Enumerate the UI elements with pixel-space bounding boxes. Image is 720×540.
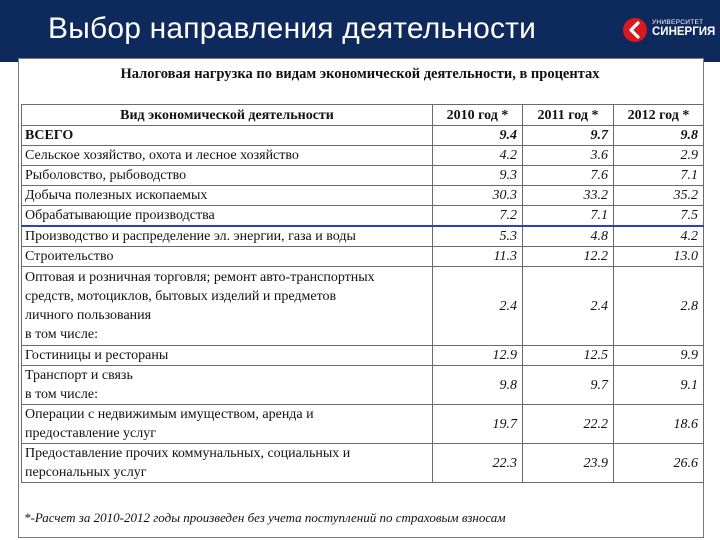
table-row [22,186,704,206]
table-row [22,366,704,405]
activity-name-line: Добыча полезных ископаемых [25,188,208,203]
value-cell-2012: 2.8 [614,267,704,346]
table-row [22,267,704,346]
activity-name-cell [22,267,433,346]
synergy-logo-icon [622,17,648,43]
value-cell-2012: 7.5 [614,206,704,227]
activity-name-line: Производство и распределение эл. энергии, газа и воды [25,229,356,244]
value-cell-2010: 9.4 [433,126,523,146]
activity-name-cell [22,444,433,483]
value-cell-2011: 7.6 [523,166,614,186]
activity-name-line: Строительство [25,249,114,264]
value-cell-2010: 19.7 [433,405,523,444]
logo-university-label: УНИВЕРСИТЕТ [652,19,704,26]
university-logo [622,16,718,46]
activity-name-line: средств, мотоциклов, бытовых изделий и предметов [25,289,337,304]
activity-name-line: Транспорт и связь [25,368,133,383]
tax-burden-table [21,104,704,483]
activity-name-line: персональных услуг [25,465,147,480]
value-cell-2011: 9.7 [523,126,614,146]
table-row [22,166,704,186]
activity-name-line: в том числе: [25,387,98,402]
table-row [22,405,704,444]
column-header-activity: Вид экономической деятельности [22,105,433,126]
value-cell-2012: 35.2 [614,186,704,206]
value-cell-2010: 12.9 [433,346,523,366]
value-cell-2011: 2.4 [523,267,614,346]
value-cell-2011: 23.9 [523,444,614,483]
value-cell-2010: 4.2 [433,146,523,166]
value-cell-2010: 2.4 [433,267,523,346]
logo-brand-label: СИНЕРГИЯ [652,26,716,38]
slide-title: Выбор направления деятельности [48,12,537,45]
value-cell-2011: 4.8 [523,226,614,247]
activity-name-line: предоставление услуг [25,426,156,441]
value-cell-2012: 7.1 [614,166,704,186]
table-row [22,226,704,247]
activity-name-line: Рыболовство, рыбоводство [25,168,187,183]
value-cell-2010: 9.3 [433,166,523,186]
table-row [22,206,704,227]
activity-name-line: личного пользования [25,308,152,323]
table-header-row [22,105,704,126]
activity-name-line: Операции с недвижимым имуществом, аренда и [25,407,314,422]
activity-name-line: Сельское хозяйство, охота и лесное хозяйство [25,148,299,163]
activity-name-line: Обрабатывающие производства [25,208,215,223]
value-cell-2012: 9.9 [614,346,704,366]
table-row [22,444,704,483]
activity-name-line: Оптовая и розничная торговля; ремонт авто-транспортных [25,270,375,285]
table-body [22,126,704,483]
activity-name-cell [22,146,433,166]
activity-name-line: ВСЕГО [25,128,74,143]
activity-name-cell [22,166,433,186]
activity-name-cell [22,405,433,444]
activity-name-line: Предоставление прочих коммунальных, социальных и [25,446,351,461]
activity-name-line: в том числе: [25,327,98,342]
footnote: *-Расчет за 2010-2012 годы произведен без учета поступлений по страховым взносам [24,510,506,525]
column-header-2011: 2011 год * [523,105,614,126]
activity-name-cell [22,247,433,267]
column-header-2012: 2012 год * [614,105,704,126]
activity-name-cell [22,346,433,366]
activity-name-cell [22,226,433,247]
value-cell-2010: 30.3 [433,186,523,206]
value-cell-2011: 12.5 [523,346,614,366]
value-cell-2012: 4.2 [614,226,704,247]
value-cell-2010: 22.3 [433,444,523,483]
value-cell-2012: 9.8 [614,126,704,146]
value-cell-2010: 5.3 [433,226,523,247]
document-title: Налоговая нагрузка по видам экономической деятельности, в процентах [120,66,600,82]
table-row [22,126,704,146]
column-header-2010: 2010 год * [433,105,523,126]
value-cell-2012: 26.6 [614,444,704,483]
value-cell-2011: 22.2 [523,405,614,444]
activity-name-cell [22,186,433,206]
value-cell-2010: 7.2 [433,206,523,227]
value-cell-2011: 9.7 [523,366,614,405]
value-cell-2011: 3.6 [523,146,614,166]
value-cell-2012: 2.9 [614,146,704,166]
value-cell-2012: 13.0 [614,247,704,267]
activity-name-cell [22,206,433,227]
activity-name-cell [22,366,433,405]
value-cell-2011: 33.2 [523,186,614,206]
value-cell-2010: 9.8 [433,366,523,405]
table-row [22,346,704,366]
value-cell-2011: 12.2 [523,247,614,267]
value-cell-2011: 7.1 [523,206,614,227]
value-cell-2012: 9.1 [614,366,704,405]
slide-header [0,0,720,62]
activity-name-cell [22,126,433,146]
value-cell-2012: 18.6 [614,405,704,444]
table-row [22,247,704,267]
activity-name-line: Гостиницы и рестораны [25,348,169,363]
value-cell-2010: 11.3 [433,247,523,267]
table-row [22,146,704,166]
